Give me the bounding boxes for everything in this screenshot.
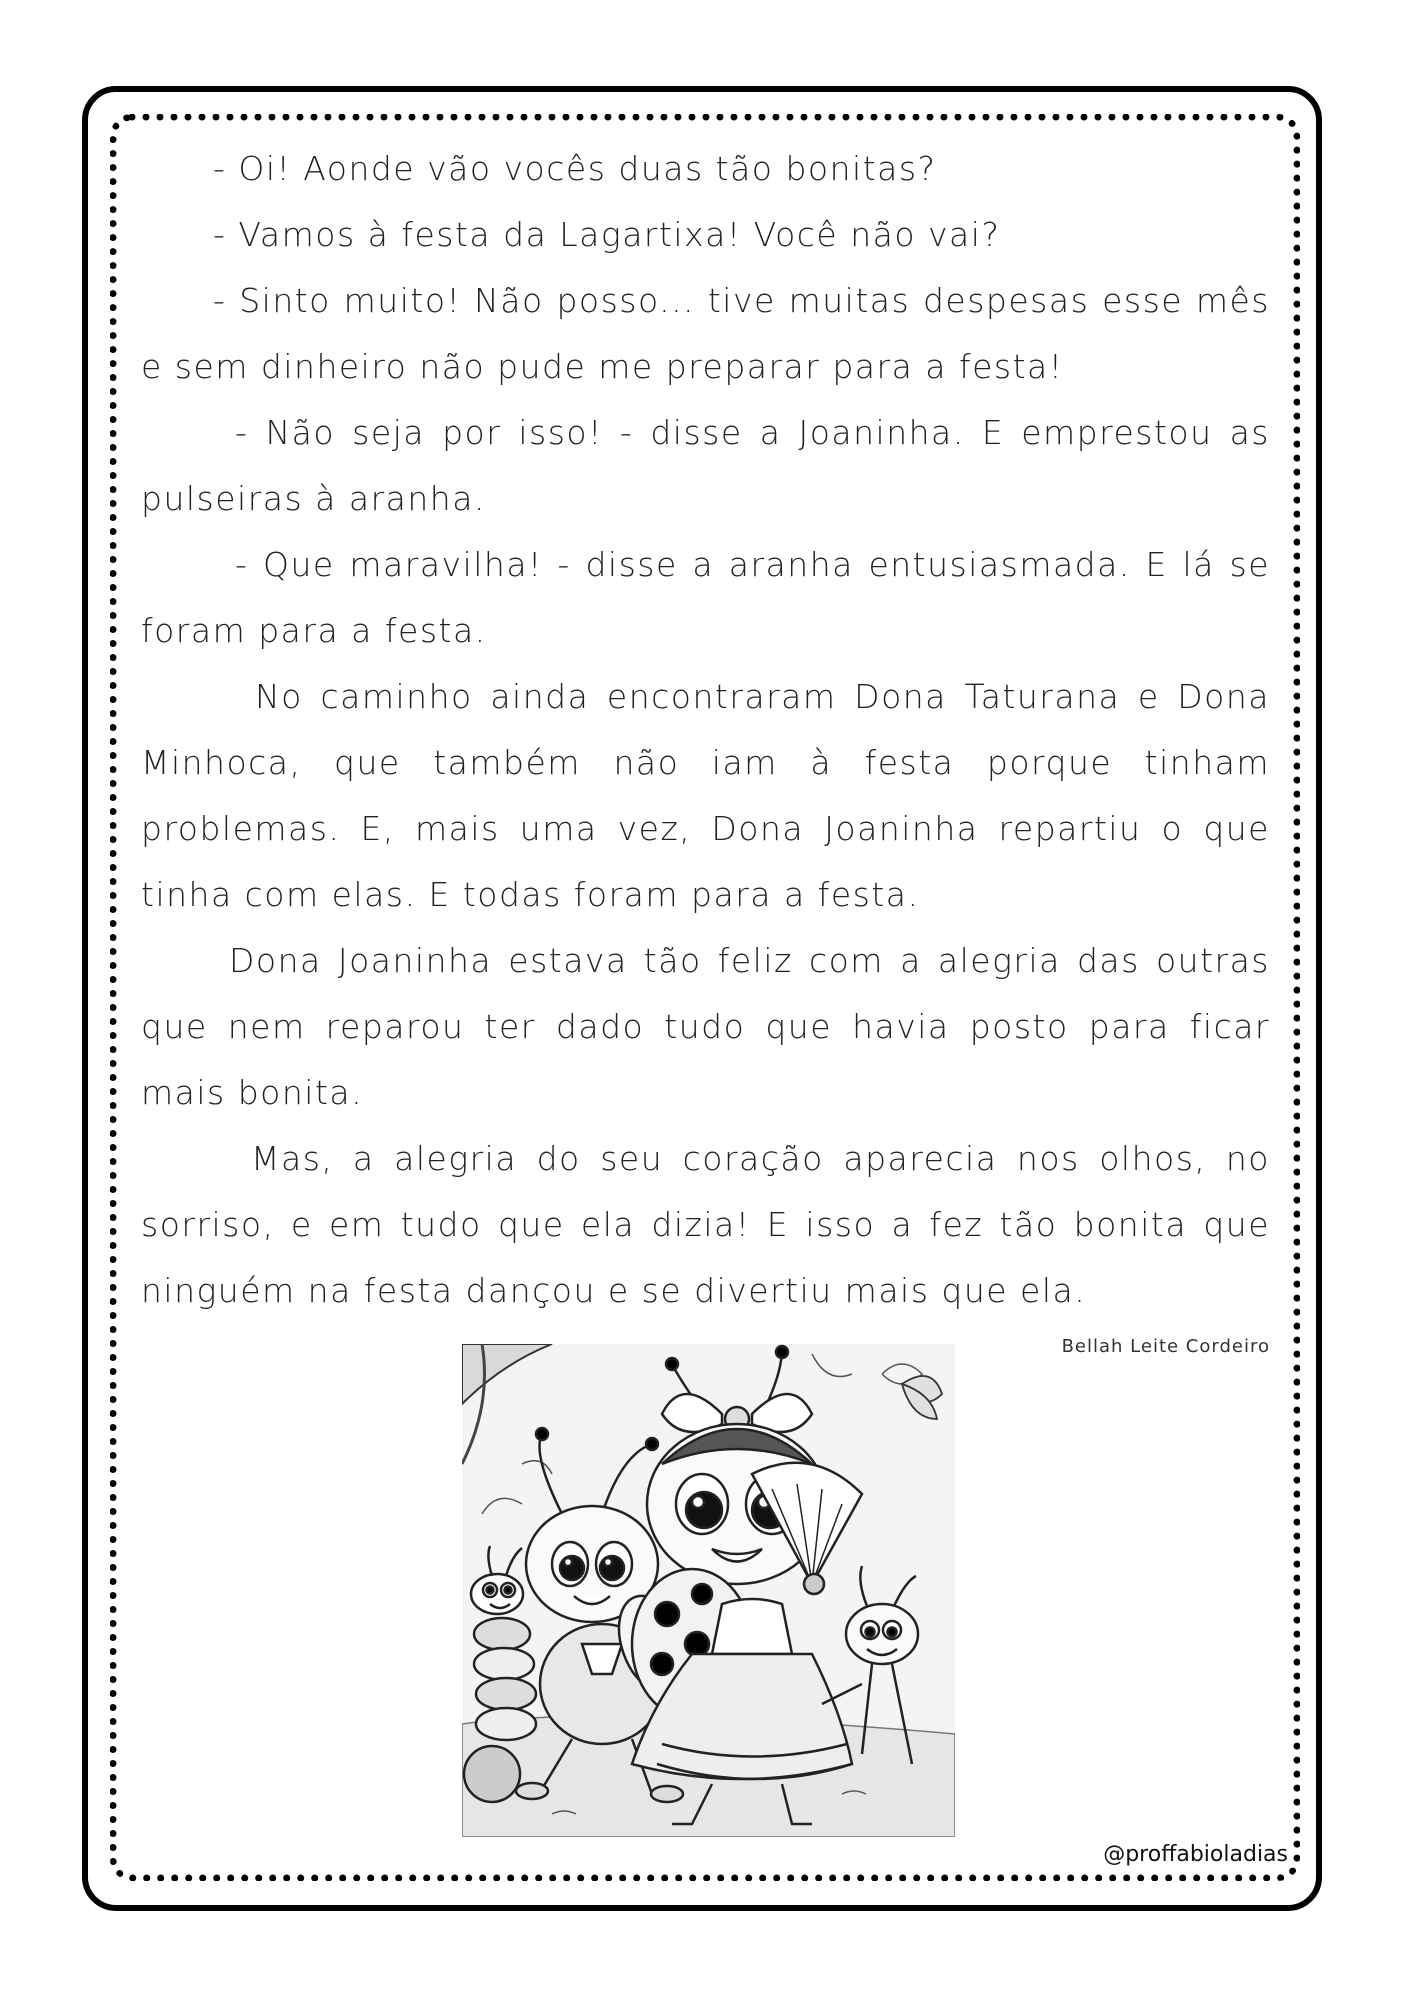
author-credit: Bellah Leite Cordeiro: [1061, 1336, 1270, 1357]
story-paragraph: - Oi! Aonde vão vocês duas tão bonitas?: [213, 149, 937, 188]
story-text: [141, 136, 1270, 1324]
story-paragraph: Mas, a alegria do seu coração aparecia nos olhos, no sorriso, e em tudo que ela dizia! E isso a fez tão bonita que ninguém na festa dançou e se divertiu mais que ela.: [141, 1139, 1270, 1310]
story-paragraph: - Não seja por isso! - disse a Joaninha. E emprestou as pulseiras à aranha.: [141, 413, 1270, 518]
story-paragraph: - Sinto muito! Não posso... tive muitas despesas esse mês e sem dinheiro não pude me preparar para a festa!: [141, 281, 1270, 386]
illustration-drawing: [462, 1344, 955, 1837]
signature-watermark: @proffabioladias: [1099, 1842, 1292, 1867]
story-paragraph: Dona Joaninha estava tão feliz com a alegria das outras que nem reparou ter dado tudo que havia posto para ficar mais bonita.: [141, 941, 1270, 1112]
ladybug-party-illustration: [462, 1344, 955, 1837]
story-paragraph: - Que maravilha! - disse a aranha entusiasmada. E lá se foram para a festa.: [141, 545, 1270, 650]
story-paragraph: No caminho ainda encontraram Dona Taturana e Dona Minhoca, que também não iam à festa porque tinham problemas. E, mais uma vez, Dona Joaninha repartiu o que tinha com elas. E todas foram para a festa.: [141, 677, 1270, 914]
story-paragraph: - Vamos à festa da Lagartixa! Você não vai?: [213, 215, 1001, 254]
